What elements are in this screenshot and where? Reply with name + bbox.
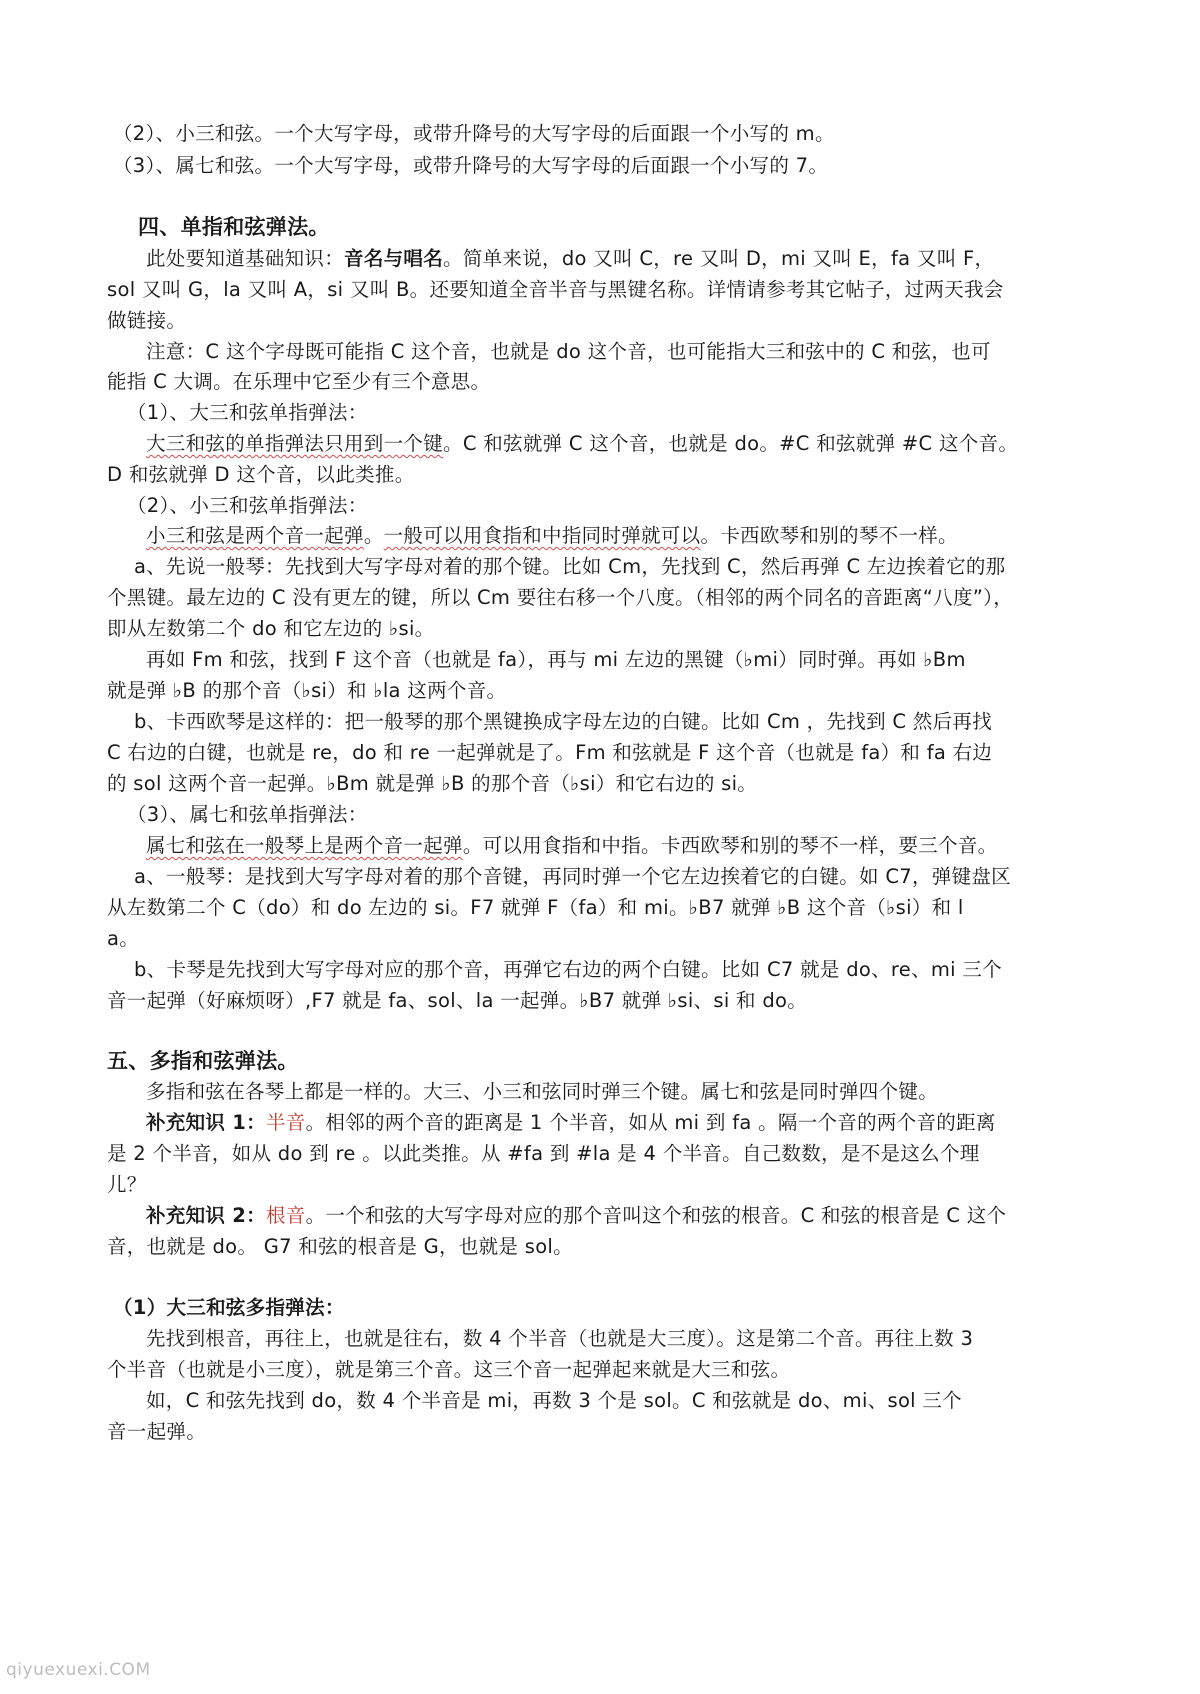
minor-a-line-5: 就是弹 ♭B 的那个音（♭si）和 ♭la 这两个音。 bbox=[107, 679, 507, 702]
paragraph-basics-3: 做链接。 bbox=[107, 309, 187, 332]
section-5-heading: 五、多指和弦弹法。 bbox=[107, 1049, 299, 1073]
note-line-1: 注意：C 这个字母既可能指 C 这个音，也就是 do 这个音，也可能指大三和弦中的 C 和弦，也可 bbox=[146, 340, 991, 363]
text-run: 。 bbox=[363, 524, 384, 547]
paragraph-basics-2: sol 又叫 G，la 又叫 A，si 又叫 B。还要知道全音半音与黑键名称。详情请参考其它帖子，过两天我会 bbox=[107, 278, 1004, 301]
watermark: qiyuexuexi.COM bbox=[6, 1660, 151, 1680]
minor-single-line-1 bbox=[146, 521, 958, 551]
seventh-a-line-2: 从左数第二个 C（do）和 do 左边的 si。F7 就弹 F（fa）和 mi。♭B7 就弹 ♭B 这个音（♭si）和 l bbox=[107, 896, 964, 919]
term-note-names: 音名与唱名 bbox=[344, 247, 444, 270]
supplement-label: 补充知识 2： bbox=[146, 1204, 266, 1227]
seventh-a-line-3: a。 bbox=[107, 927, 140, 950]
seventh-a-line-1: a、一般琴：是找到大写字母对着的那个音键，再同时弹一个它左边挨着它的白键。如 C7，弹键盘区 bbox=[134, 865, 1011, 888]
minor-chord-rule: （2）、小三和弦。一个大写字母，或带升降号的大写字母的后面跟一个小写的 m。 bbox=[113, 122, 835, 145]
major-single-line-1 bbox=[146, 429, 1018, 459]
underlined-text: 大三和弦的单指弹法只用到一个键 bbox=[146, 432, 444, 455]
minor-a-line-1: a、先说一般琴：先找到大写字母对着的那个键。比如 Cm，先找到 C，然后再弹 C 左边挨着它的那 bbox=[134, 555, 1006, 578]
major-multi-line-1: 先找到根音，再往上，也就是往右，数 4 个半音（也就是大三度）。这是第二个音。再往上数 3 bbox=[146, 1327, 974, 1350]
minor-b-line-1: b、卡西欧琴是这样的：把一般琴的那个黑键换成字母左边的白键。比如 Cm ，先找到 C 然后再找 bbox=[134, 710, 992, 733]
text-run: 。可以用食指和中指。卡西欧琴和别的琴不一样，要三个音。 bbox=[462, 834, 998, 857]
minor-a-line-4: 再如 Fm 和弦，找到 F 这个音（也就是 fa），再与 mi 左边的黑键（♭mi）同时弹。再如 ♭Bm bbox=[146, 648, 966, 671]
multi-finger-intro: 多指和弦在各琴上都是一样的。大三、小三和弦同时弹三个键。属七和弦是同时弹四个键。 bbox=[146, 1080, 939, 1103]
subheading-major-multi: （1）大三和弦多指弹法： bbox=[113, 1296, 345, 1319]
major-single-line-2: D 和弦就弹 D 这个音，以此类推。 bbox=[107, 463, 415, 486]
note-line-2: 能指 C 大调。在乐理中它至少有三个意思。 bbox=[107, 370, 491, 393]
seventh-b-line-2: 音一起弹（好麻烦呀）,F7 就是 fa、sol、la 一起弹。♭B7 就弹 ♭si、si 和 do。 bbox=[107, 989, 808, 1012]
major-multi-line-2: 个半音（也就是小三度），就是第三个音。这三个音一起弹起来就是大三和弦。 bbox=[107, 1358, 791, 1381]
major-multi-line-4: 音一起弹。 bbox=[107, 1420, 207, 1443]
subheading-major-single: （1）、大三和弦单指弹法： bbox=[127, 401, 368, 424]
minor-a-line-3: 即从左数第二个 do 和它左边的 ♭si。 bbox=[107, 617, 435, 640]
underlined-text: 小三和弦是两个音一起弹 bbox=[146, 524, 364, 547]
supplement-1-line-1 bbox=[146, 1108, 996, 1138]
minor-a-line-2: 个黑键。最左边的 C 没有更左的键，所以 Cm 要往右移一个八度。（相邻的两个同名的音距离“八度”）， bbox=[107, 586, 1014, 609]
supplement-1-line-2: 是 2 个半音，如从 do 到 re 。以此类推。从 #fa 到 #la 是 4 个半音。自己数数，是不是这么个理 bbox=[107, 1142, 980, 1165]
seventh-single-line-1 bbox=[146, 831, 997, 861]
term-root-note: 根音 bbox=[265, 1204, 306, 1227]
underlined-text: 属七和弦在一般琴上是两个音一起弹 bbox=[146, 834, 463, 857]
text-run: 此处要知道基础知识： bbox=[146, 247, 345, 270]
text-run: 。相邻的两个音的距离是 1 个半音，如从 mi 到 fa 。隔一个音的两个音的距离 bbox=[305, 1111, 996, 1134]
text-run: 。简单来说，do 又叫 C，re 又叫 D，mi 又叫 E，fa 又叫 F， bbox=[443, 247, 995, 270]
supplement-2-line-1 bbox=[146, 1201, 1006, 1231]
paragraph-basics-1 bbox=[146, 244, 994, 274]
term-semitone: 半音 bbox=[265, 1111, 306, 1134]
seventh-chord-rule: （3）、属七和弦。一个大写字母，或带升降号的大写字母的后面跟一个小写的 7。 bbox=[113, 154, 829, 177]
subheading-seventh-single: （3）、属七和弦单指弹法： bbox=[127, 803, 368, 826]
text-run: 。卡西欧琴和别的琴不一样。 bbox=[700, 524, 958, 547]
underlined-text: 一般可以用食指和中指同时弹就可以 bbox=[383, 524, 701, 547]
minor-b-line-2: C 右边的白键，也就是 re，do 和 re 一起弹就是了。Fm 和弦就是 F 这个音（也就是 fa）和 fa 右边 bbox=[107, 741, 993, 764]
supplement-2-line-2: 音，也就是 do。 G7 和弦的根音是 G，也就是 sol。 bbox=[107, 1235, 573, 1258]
supplement-1-line-3: 儿？ bbox=[107, 1173, 147, 1196]
major-multi-line-3: 如，C 和弦先找到 do，数 4 个半音是 mi，再数 3 个是 sol。C 和弦就是 do、mi、sol 三个 bbox=[146, 1389, 962, 1412]
supplement-label: 补充知识 1： bbox=[146, 1111, 266, 1134]
subheading-minor-single: （2）、小三和弦单指弹法： bbox=[127, 494, 368, 517]
minor-b-line-3: 的 sol 这两个音一起弹。♭Bm 就是弹 ♭B 的那个音（♭si）和它右边的 si。 bbox=[107, 772, 758, 795]
text-run: 。一个和弦的大写字母对应的那个音叫这个和弦的根音。C 和弦的根音是 C 这个 bbox=[305, 1204, 1007, 1227]
text-run: 。C 和弦就弹 C 这个音，也就是 do。#C 和弦就弹 #C 这个音。 bbox=[443, 432, 1019, 455]
seventh-b-line-1: b、卡琴是先找到大写字母对应的那个音，再弹它右边的两个白键。比如 C7 就是 do、re、mi 三个 bbox=[134, 958, 1003, 981]
section-4-heading: 四、单指和弦弹法。 bbox=[138, 215, 330, 239]
